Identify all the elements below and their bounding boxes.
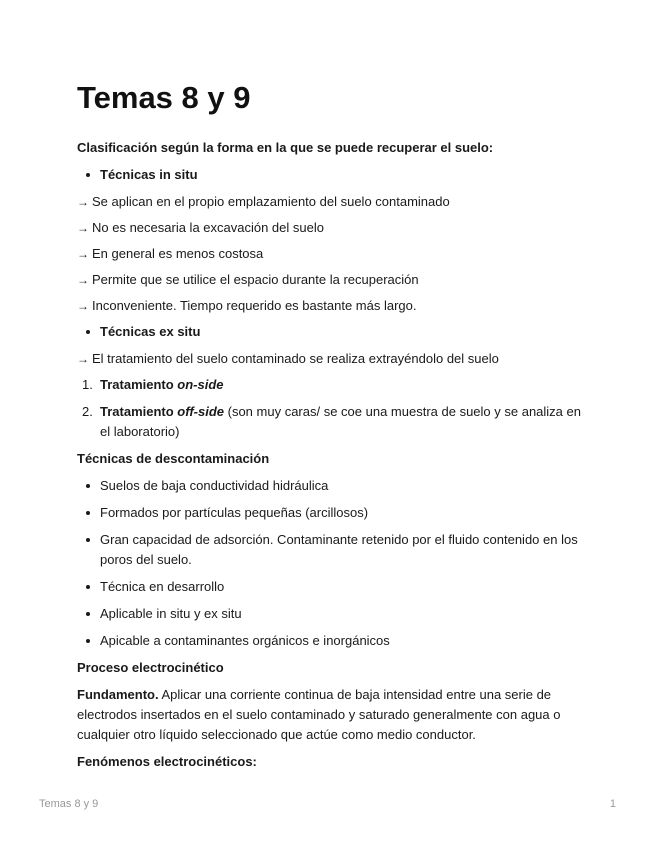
- bullet-ex-situ: Técnicas ex situ: [77, 322, 582, 342]
- arrow-icon: →: [77, 247, 89, 261]
- heading-descontaminacion: Técnicas de descontaminación: [77, 451, 270, 466]
- treatments-list: [77, 375, 582, 442]
- arrow-icon: →: [77, 299, 89, 313]
- arrow-item: → Inconveniente. Tiempo requerido es bastante más largo.: [77, 296, 582, 316]
- list-item: Apicable a contaminantes orgánicos e inorgánicos: [77, 631, 582, 651]
- arrow-item: → No es necesaria la excavación del suelo: [77, 218, 582, 238]
- arrow-item: → Se aplican en el propio emplazamiento del suelo contaminado: [77, 192, 582, 212]
- arrow-icon: →: [77, 273, 89, 287]
- list-item: Aplicable in situ y ex situ: [77, 604, 582, 624]
- fundamento-paragraph: Fundamento. Aplicar una corriente continua de baja intensidad entre una serie de electrodos insertados en el suelo contaminado y saturado generalmente con agua o cualquier otro líquido seleccionado que actúe como medio conductor.: [77, 687, 561, 742]
- arrow-item: → Permite que se utilice el espacio durante la recuperación: [77, 270, 582, 290]
- arrow-item: → El tratamiento del suelo contaminado se realiza extrayéndolo del suelo: [77, 349, 582, 369]
- list-item: Formados por partículas pequeñas (arcillosos): [77, 503, 582, 523]
- list-item: Técnica en desarrollo: [77, 577, 582, 597]
- list-item: Suelos de baja conductividad hidráulica: [77, 476, 582, 496]
- treatment-off-side: 2. Tratamiento off-side (son muy caras/ se coe una muestra de suelo y se analiza en el laboratorio): [82, 404, 581, 439]
- footer-title: Temas 8 y 9: [39, 798, 99, 810]
- arrow-icon: →: [77, 352, 89, 366]
- heading-clasificacion: Clasificación según la forma en la que se puede recuperar el suelo:: [77, 140, 494, 155]
- document-page: [77, 76, 582, 779]
- arrow-item: → En general es menos costosa: [77, 244, 582, 264]
- descontaminacion-list: [77, 476, 582, 651]
- heading-fenomenos: Fenómenos electrocinéticos:: [77, 754, 257, 769]
- page-number: 1: [609, 798, 616, 810]
- in-situ-points: [77, 192, 582, 316]
- arrow-icon: →: [77, 221, 89, 235]
- arrow-icon: →: [77, 195, 89, 209]
- bullet-in-situ: Técnicas in situ: [77, 165, 582, 185]
- list-item: Gran capacidad de adsorción. Contaminante retenido por el fluido contenido en los poros del suelo.: [77, 530, 582, 570]
- treatment-on-side: 1. Tratamiento on-side: [82, 377, 224, 392]
- heading-proceso: Proceso electrocinético: [77, 660, 224, 675]
- page-title: Temas 8 y 9: [77, 80, 251, 115]
